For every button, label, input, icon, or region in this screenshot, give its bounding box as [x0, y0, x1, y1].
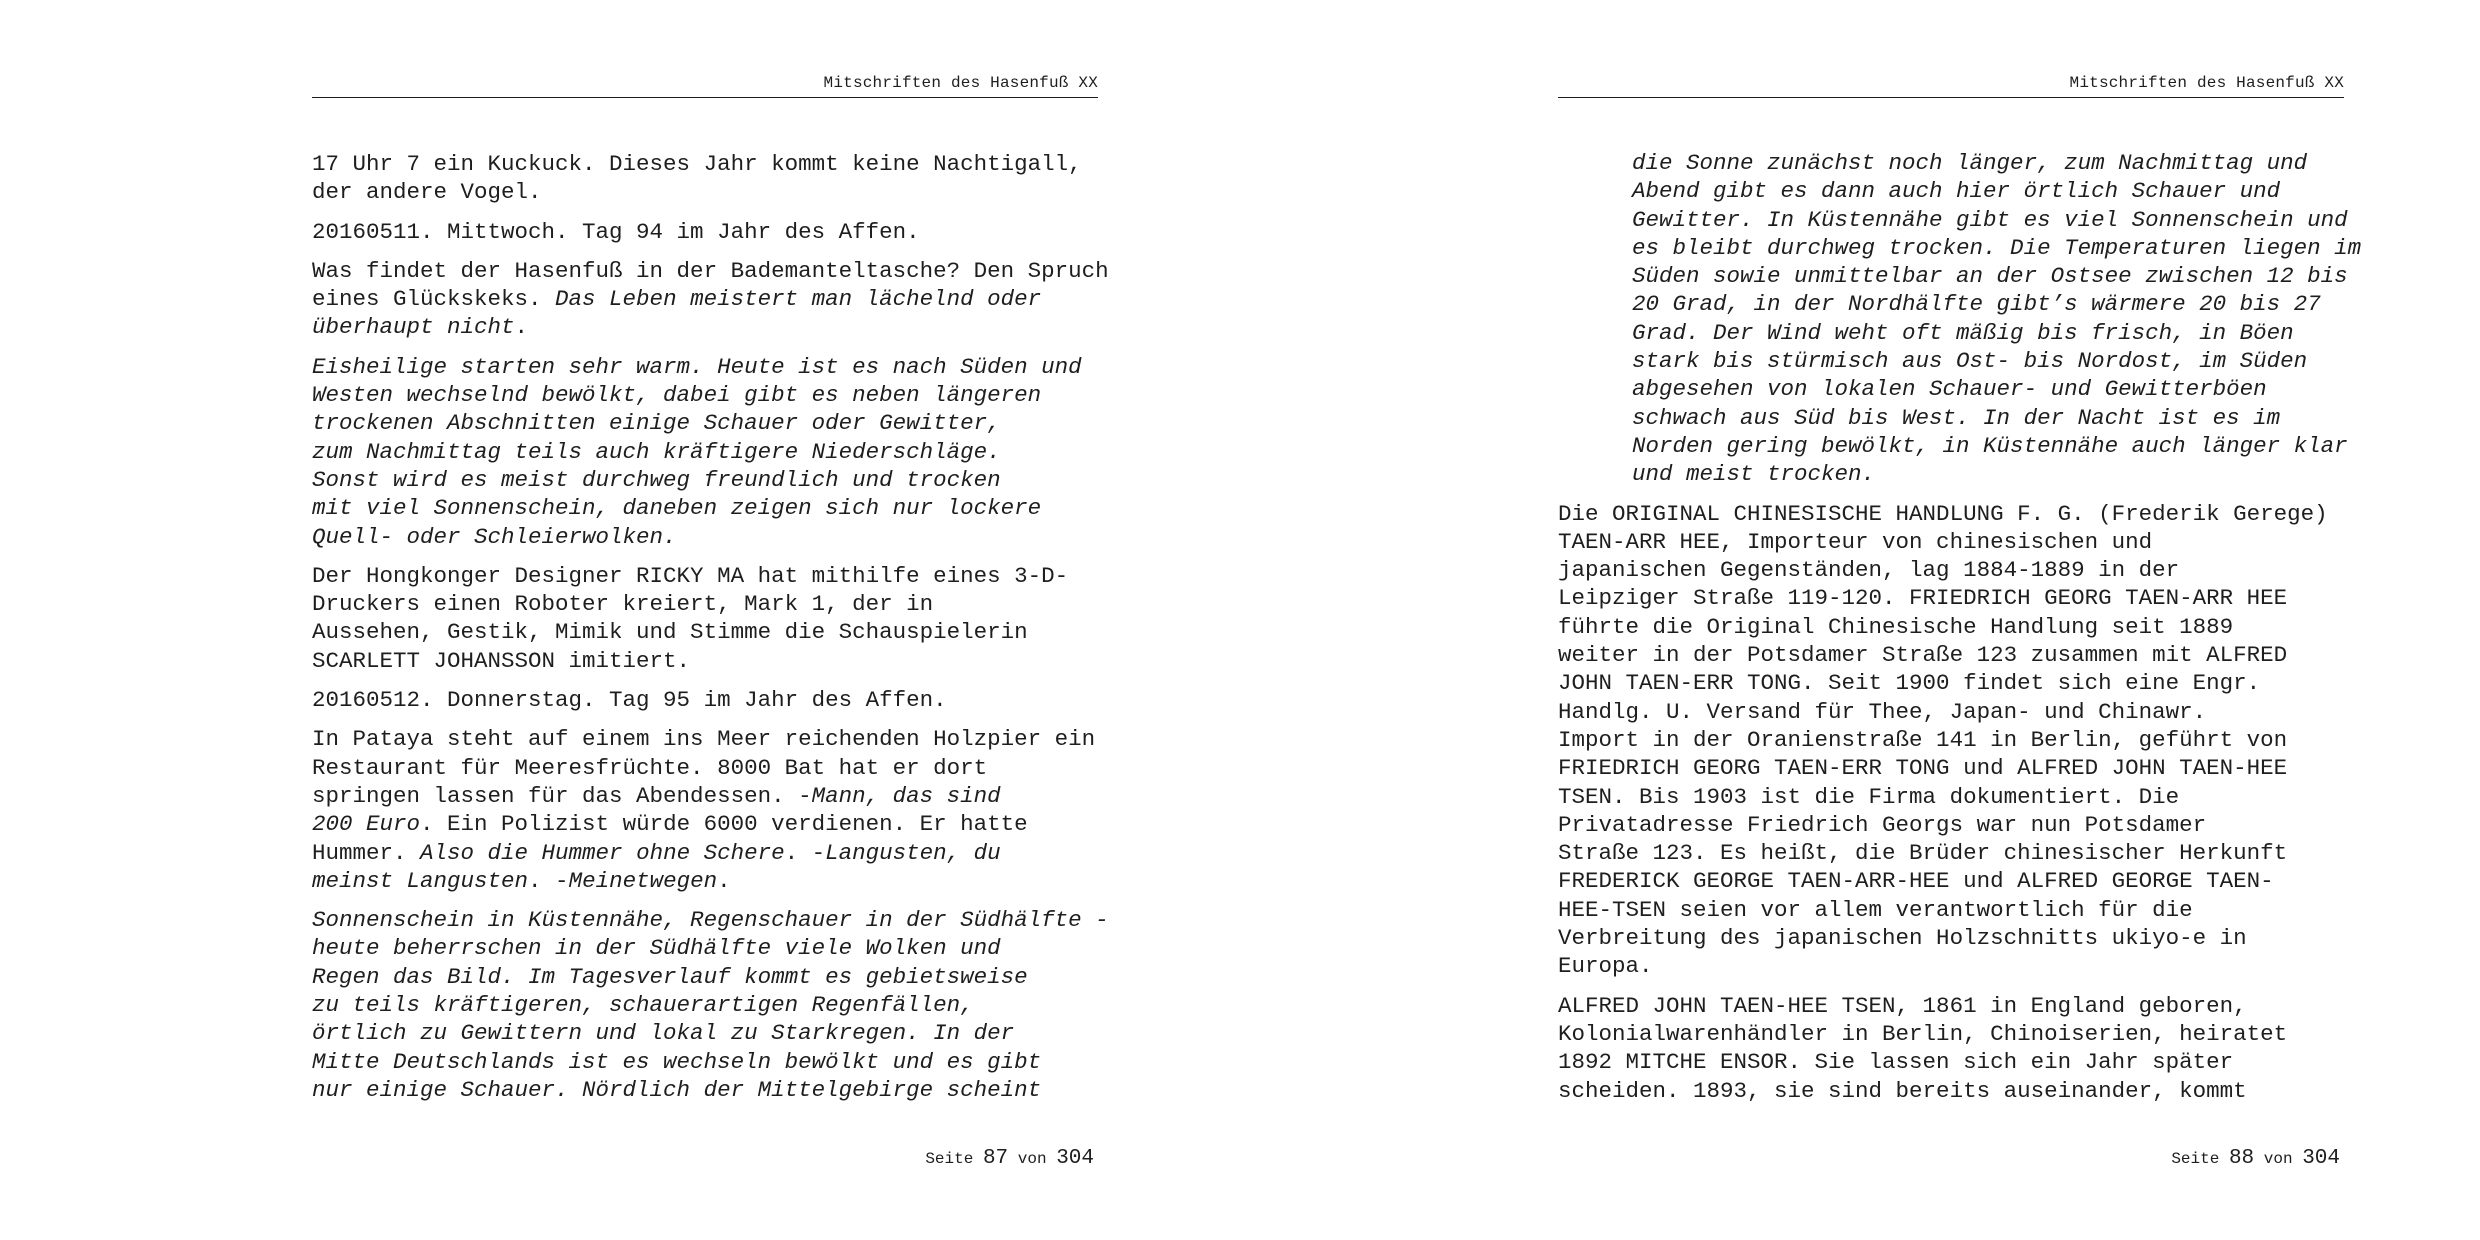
text-line [1558, 783, 2344, 811]
italic-run: es bleibt durchweg trocken. Die Temperaturen liegen im [1632, 234, 2362, 261]
italic-run: trockenen Abschnitten einige Schauer oder Gewitter, [312, 410, 1001, 437]
text-line [1558, 924, 2344, 952]
italic-run: Sonst wird es meist durchweg freundlich und trocken [312, 466, 1001, 493]
italic-run: Das Leben meistert man lächelnd oder [555, 286, 1042, 313]
italic-run: Süden sowie unmittelbar an der Ostsee zwischen 12 bis [1632, 263, 2348, 290]
text-run: . - [784, 839, 826, 866]
text-run: 20160512. Donnerstag. Tag 95 im Jahr des Affen. [312, 687, 947, 714]
text-run: TSEN. Bis 1903 ist die Firma dokumentiert. Die [1558, 783, 2180, 810]
italic-run: abgesehen von lokalen Schauer- und Gewitterböen [1632, 376, 2267, 403]
text-line [1558, 698, 2344, 726]
italic-run: die Sonne zunächst noch länger, zum Nachmittag und [1632, 150, 2308, 176]
right-page-body [1558, 149, 2362, 1116]
text-run: ALFRED JOHN TAEN-HEE TSEN, 1861 in England geboren, [1558, 992, 2247, 1019]
text-line [1632, 177, 2344, 205]
paragraph [312, 257, 1109, 342]
text-run: Druckers einen Roboter kreiert, Mark 1, der in [312, 591, 934, 618]
italic-run: meinst Langusten [312, 867, 529, 894]
left-page-body [312, 150, 1109, 1115]
text-line [1632, 347, 2344, 375]
text-line [1558, 754, 2344, 782]
italic-run: Abend gibt es dann auch hier örtlich Schauer und [1632, 178, 2281, 205]
italic-run: zum Nachmittag teils auch kräftigere Niederschläge. [312, 438, 1001, 465]
total-pages: 304 [1056, 1147, 1094, 1170]
italic-run: Norden gering bewölkt, in Küstennähe auch länger klar [1632, 432, 2348, 459]
text-line [312, 313, 1098, 341]
text-line [312, 782, 1098, 810]
italic-run: stark bis stürmisch aus Ost- bis Nordost, im Süden [1632, 348, 2308, 375]
text-line [312, 618, 1098, 646]
text-run: Straße 123. Es heißt, die Brüder chinesischer Herkunft [1558, 840, 2288, 867]
text-line [312, 494, 1098, 522]
italic-run: Regen das Bild. Im Tagesverlauf kommt es gebietsweise [312, 963, 1028, 990]
italic-run: 200 Euro [312, 811, 421, 838]
text-run: Import in der Oranienstraße 141 in Berlin, geführt von [1558, 726, 2288, 753]
text-line [1632, 460, 2344, 488]
text-run: Aussehen, Gestik, Mimik und Stimme die Schauspielerin [312, 619, 1028, 646]
right-page [1558, 0, 2362, 1240]
italic-run: Grad. Der Wind weht oft mäßig bis frisch, in Böen [1632, 319, 2294, 346]
text-run: springen lassen für das Abendessen. - [312, 782, 812, 809]
footer-von-label: von [2263, 1150, 2293, 1168]
text-line [1558, 867, 2344, 895]
page-number: 88 [2228, 1147, 2255, 1170]
italic-run: Westen wechselnd bewölkt, dabei gibt es neben längeren [312, 382, 1042, 409]
italic-run: Eisheilige starten sehr warm. Heute ist es nach Süden und [312, 353, 1082, 380]
text-run: 20160511. Mittwoch. Tag 94 im Jahr des Affen. [312, 218, 920, 245]
text-line [1632, 432, 2348, 460]
text-run: Handlg. U. Versand für Thee, Japan- und Chinawr. [1558, 698, 2207, 725]
text-run: JOHN TAEN-ERR TONG. Seit 1900 findet sich eine Engr. [1558, 670, 2261, 697]
text-run: SCARLETT JOHANSSON imitiert. [312, 647, 691, 674]
text-line [1558, 896, 2344, 924]
italic-run: nur einige Schauer. Nördlich der Mittelgebirge scheint [312, 1076, 1042, 1103]
text-run: HEE-TSEN seien vor allem verantwortlich für die [1558, 896, 2193, 923]
text-line [1558, 1077, 2344, 1105]
text-line [1558, 556, 2344, 584]
italic-run: Also die Hummer ohne Schere [420, 839, 785, 866]
text-line [1632, 262, 2348, 290]
text-line [312, 562, 1098, 590]
italic-run: Meinetwegen [568, 867, 718, 894]
text-run: TAEN-ARR HEE, Importeur von chinesischen und [1558, 528, 2153, 555]
text-run: Privatadresse Friedrich Georgs war nun Potsdamer [1558, 811, 2207, 838]
text-run: FREDERICK GEORGE TAEN-ARR-HEE und ALFRED GEORGE TAEN- [1558, 868, 2274, 895]
text-line [312, 150, 1098, 178]
text-run: scheiden. 1893, sie sind bereits auseinander, kommt [1558, 1077, 2247, 1104]
text-run: Der Hongkonger Designer RICKY MA hat mithilfe eines 3-D- [312, 562, 1069, 589]
paragraph [312, 353, 1098, 551]
total-pages: 304 [2302, 1147, 2340, 1170]
text-line [1632, 234, 2362, 262]
footer-von-label: von [1017, 1150, 1047, 1168]
text-line [312, 906, 1109, 934]
text-line [312, 686, 1098, 714]
text-line [312, 257, 1109, 285]
italic-run: schwach aus Süd bis West. In der Nacht ist es im [1632, 404, 2281, 431]
text-line [1632, 290, 2344, 318]
paragraph [312, 150, 1098, 207]
italic-run: 20 Grad, in der Nordhälfte gibt’s wärmere 20 bis 27 [1632, 291, 2321, 318]
text-run: 1892 MITCHE ENSOR. Sie lassen sich ein Jahr später [1558, 1049, 2234, 1076]
text-line [312, 285, 1098, 313]
text-line [312, 810, 1098, 838]
text-line [1632, 206, 2348, 234]
paragraph [312, 218, 1098, 246]
text-line [312, 438, 1098, 466]
text-run: eines Glückskeks. [312, 286, 556, 313]
footer-seite-label: Seite [2171, 1150, 2220, 1168]
text-run: Kolonialwarenhändler in Berlin, Chinoiserien, heiratet [1558, 1020, 2288, 1047]
italic-run: Langusten, du [825, 839, 1001, 866]
paragraph [312, 725, 1098, 895]
paragraph [312, 906, 1109, 1104]
italic-run: überhaupt nicht [312, 314, 515, 341]
running-header: Mitschriften des Hasenfuß XX [823, 74, 1098, 92]
running-header: Mitschriften des Hasenfuß XX [2069, 74, 2344, 92]
text-line [312, 934, 1098, 962]
text-line [1558, 1048, 2344, 1076]
text-line [312, 1019, 1098, 1047]
paragraph-continuation [1558, 149, 2362, 489]
text-line [1558, 726, 2344, 754]
text-run: . [717, 867, 731, 894]
footer-seite-label: Seite [925, 1150, 974, 1168]
page-footer [2171, 1146, 2340, 1172]
text-run: In Pataya steht auf einem ins Meer reichenden Holzpier ein [312, 726, 1096, 753]
italic-run: Quell- oder Schleierwolken. [312, 523, 677, 550]
text-line [312, 963, 1098, 991]
text-line [312, 466, 1098, 494]
text-line [312, 218, 1098, 246]
text-run: FRIEDRICH GEORG TAEN-ERR TONG und ALFRED JOHN TAEN-HEE [1558, 755, 2288, 782]
left-page [312, 0, 1109, 1240]
text-line [1558, 584, 2344, 612]
header-rule [312, 97, 1098, 98]
text-run: . Ein Polizist würde 6000 verdienen. Er hatte [420, 811, 1028, 838]
text-line [312, 409, 1098, 437]
text-line [312, 991, 1098, 1019]
page-footer [925, 1146, 1094, 1172]
italic-run: zu teils kräftigeren, schauerartigen Regenfällen, [312, 992, 974, 1019]
text-line [1558, 613, 2344, 641]
italic-run: und meist trocken. [1632, 461, 1876, 488]
text-line [312, 590, 1098, 618]
text-line [1558, 528, 2344, 556]
text-line [312, 353, 1098, 381]
text-line [1558, 641, 2344, 669]
page-number: 87 [982, 1147, 1009, 1170]
header-rule [1558, 97, 2344, 98]
text-line [1558, 992, 2344, 1020]
text-line [312, 839, 1098, 867]
text-run: führte die Original Chinesische Handlung seit 1889 [1558, 613, 2234, 640]
italic-run: mit viel Sonnenschein, daneben zeigen sich nur lockere [312, 495, 1042, 522]
text-line [312, 725, 1098, 753]
italic-run: Sonnenschein in Küstennähe, Regenschauer in der Südhälfte - [312, 907, 1109, 934]
text-line [1632, 404, 2344, 432]
text-run: weiter in der Potsdamer Straße 123 zusammen mit ALFRED [1558, 642, 2288, 669]
text-line [312, 178, 1098, 206]
text-line [312, 523, 1098, 551]
text-line [1558, 1020, 2344, 1048]
italic-run: heute beherrschen in der Südhälfte viele Wolken und [312, 935, 1001, 962]
text-run: Hummer. [312, 839, 421, 866]
text-line [312, 867, 1098, 895]
text-line [1632, 319, 2344, 347]
text-line [1632, 149, 2344, 177]
text-run: Was findet der Hasenfuß in der Bademanteltasche? Den Spruch [312, 257, 1109, 284]
text-line [312, 381, 1098, 409]
paragraph [1558, 992, 2344, 1105]
text-run: japanischen Gegenständen, lag 1884-1889 in der [1558, 557, 2180, 584]
paragraph [312, 686, 1098, 714]
text-run: Europa. [1558, 953, 1653, 980]
text-run: der andere Vogel. [312, 179, 542, 206]
text-line [1558, 811, 2344, 839]
text-line [1558, 669, 2344, 697]
paragraph [312, 562, 1098, 675]
text-line [1632, 375, 2344, 403]
text-run: Leipziger Straße 119-120. FRIEDRICH GEORG TAEN-ARR HEE [1558, 585, 2288, 612]
paragraph [1558, 500, 2344, 981]
italic-run: Mitte Deutschlands ist es wechseln bewölkt und es gibt [312, 1048, 1042, 1075]
text-run: . [514, 314, 529, 341]
text-run: . - [528, 867, 569, 894]
text-run: Restaurant für Meeresfrüchte. 8000 Bat hat er dort [312, 754, 988, 781]
italic-run: Mann, das sind [811, 782, 1001, 809]
text-line [312, 1048, 1098, 1076]
text-run: Die ORIGINAL CHINESISCHE HANDLUNG F. G. (Frederik Gerege) [1558, 500, 2328, 527]
italic-run: Gewitter. In Küstennähe gibt es viel Sonnenschein und [1632, 206, 2348, 233]
text-line [1558, 839, 2344, 867]
text-line [1558, 952, 2344, 980]
text-line [312, 1076, 1098, 1104]
italic-run: örtlich zu Gewittern und lokal zu Starkregen. In der [312, 1020, 1015, 1047]
text-line [1558, 500, 2344, 528]
text-line [312, 754, 1098, 782]
text-line [312, 647, 1098, 675]
text-run: 17 Uhr 7 ein Kuckuck. Dieses Jahr kommt keine Nachtigall, [312, 151, 1082, 177]
text-run: Verbreitung des japanischen Holzschnitts ukiyo-e in [1558, 925, 2247, 952]
